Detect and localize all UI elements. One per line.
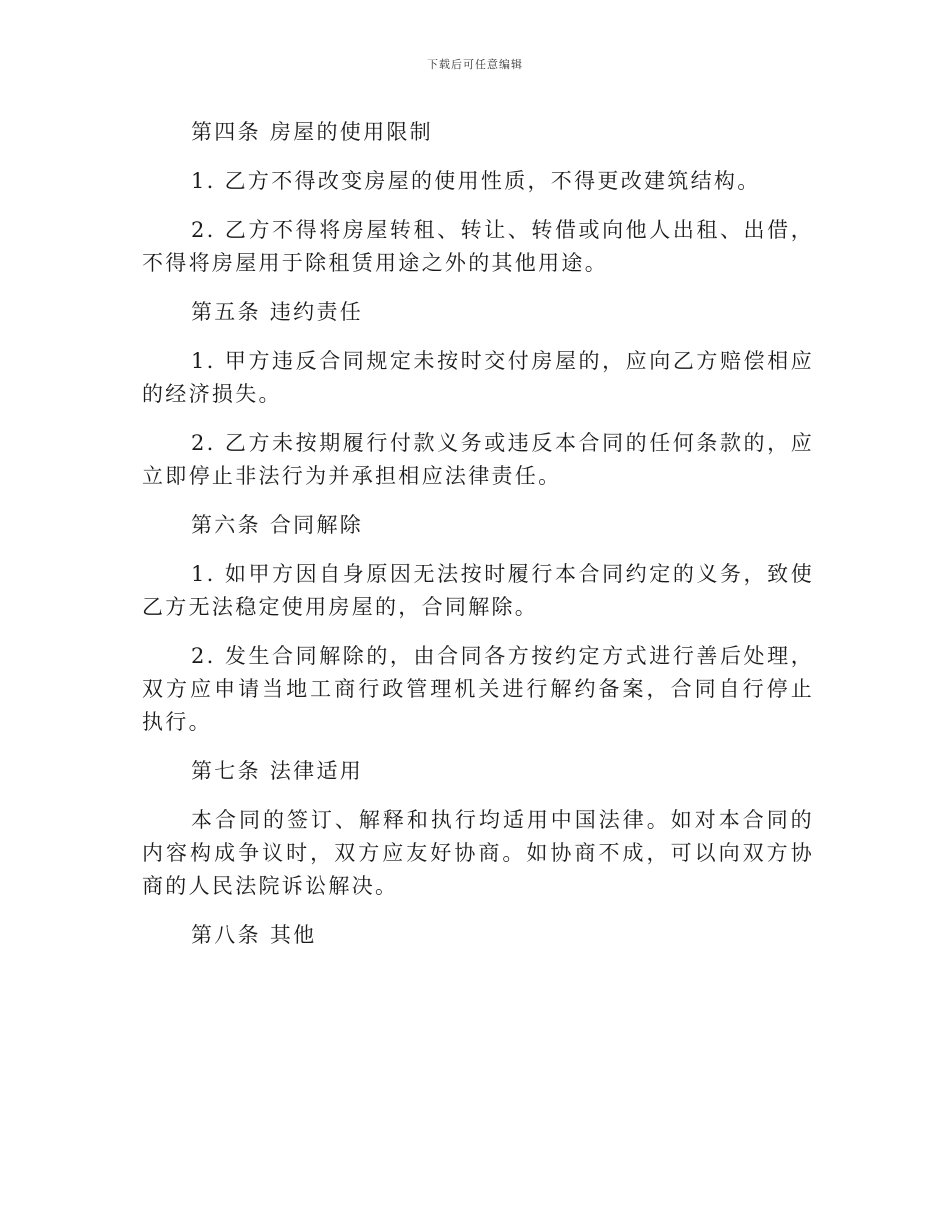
- paragraph: 2. 乙方未按期履行付款义务或违反本合同的任何条款的，应立即停止非法行为并承担相应法律责任。: [142, 431, 814, 488]
- paragraph: 1. 如甲方因自身原因无法按时履行本合同约定的义务，致使乙方无法稳定使用房屋的，合同解除。: [142, 562, 814, 619]
- paragraph: 1. 甲方违反合同规定未按时交付房屋的，应向乙方赔偿相应的经济损失。: [142, 349, 814, 406]
- section-heading-4: 第四条 房屋的使用限制: [191, 120, 433, 144]
- section-heading-5: 第五条 违约责任: [191, 300, 364, 324]
- page-header: 下载后可任意编辑: [427, 58, 523, 71]
- document-body: [142, 116, 814, 968]
- section-heading-8: 第八条 其他: [191, 923, 317, 947]
- paragraph: 2. 发生合同解除的，由合同各方按约定方式进行善后处理，双方应申请当地工商行政管理机关进行解约备案，合同自行停止执行。: [142, 644, 814, 734]
- paragraph: 本合同的签订、解释和执行均适用中国法律。如对本合同的内容构成争议时，双方应友好协商。如协商不成，可以向双方协商的人民法院诉讼解决。: [142, 808, 814, 898]
- paragraph: 2. 乙方不得将房屋转租、转让、转借或向他人出租、出借，不得将房屋用于除租赁用途之外的其他用途。: [142, 218, 814, 275]
- section-heading-6: 第六条 合同解除: [191, 513, 364, 537]
- section-heading-7: 第七条 法律适用: [191, 759, 364, 783]
- paragraph: 1. 乙方不得改变房屋的使用性质，不得更改建筑结构。: [191, 169, 761, 193]
